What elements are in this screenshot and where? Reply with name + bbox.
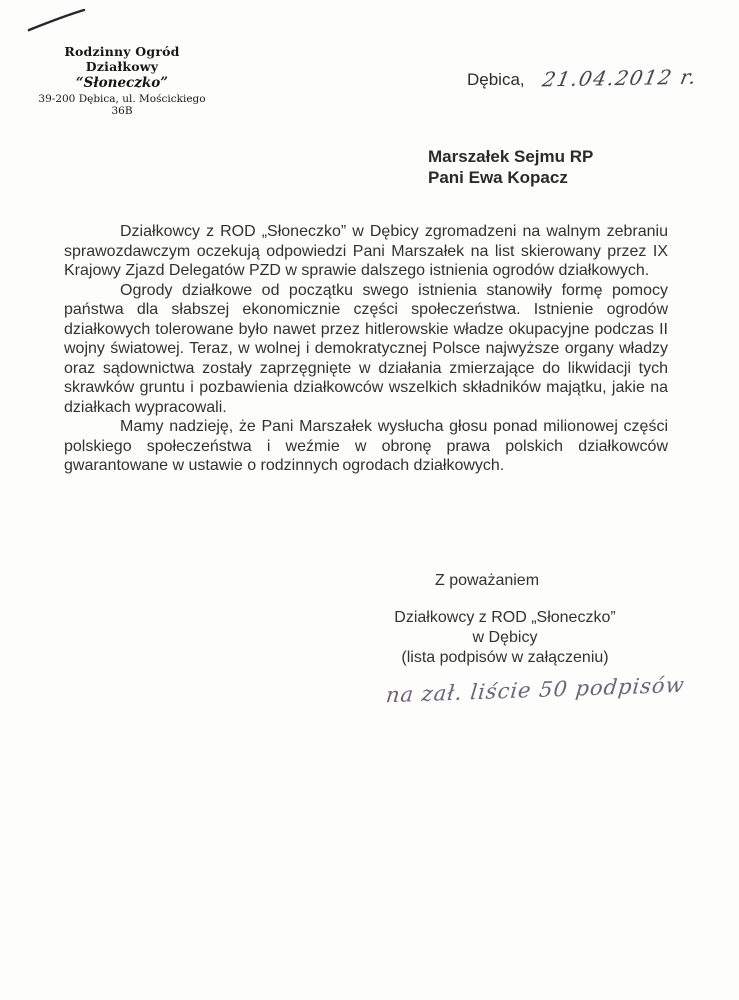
closing-salutation: Z poważaniem [434,572,540,589]
dateline-place: Dębica, [467,70,525,89]
addressee-name: Pani Ewa Kopacz [428,168,568,187]
signature-line-city: w Dębicy [472,629,538,646]
handwritten-annotation: na zał. liście 50 podpisów [384,672,686,708]
pen-stroke-mark [26,6,90,34]
dateline [467,64,700,92]
body-paragraph-2: Ogrody działkowe od początku swego istnienia stanowiły formę pomocy państwa dla słabszej ekonomicznie części społeczeństwa. Istnienie ogrodów działkowych tolerowane było nawet przez hitlerowskie władze okupacyjne podczas II wojny światowej. Teraz, w wolnej i demokratycznej Polsce najwyższe organy władzy oraz sądownictwa zostały zaprzęgnięte w działania zmierzające do likwidacji tych skrawków gruntu i pozbawienia działkowców wszelkich składników majątku, jakie na działkach wypracowali. [64,281,668,416]
body-paragraph-3: Mamy nadzieję, że Pani Marszałek wysłucha głosu ponad milionowej części polskiego społeczeństwa i weźmie w obronę prawa polskich działkowców gwarantowane w ustawie o rodzinnych ogrodach działkowych. [64,418,668,474]
letterhead [36,44,208,117]
letterhead-garden-name: “Słoneczko” [75,75,169,91]
letter-body [64,222,668,476]
letterhead-address: 39-200 Dębica, ul. Mościckiego 36B [38,93,206,117]
signature-line-attachment: (lista podpisów w załączeniu) [401,649,609,666]
signature-line-senders: Działkowcy z ROD „Słoneczko” [394,609,616,626]
signature-block [340,608,670,668]
dateline-handwritten-date: 21.04.2012 r. [540,64,700,92]
body-paragraph-1: Działkowcy z ROD „Słoneczko” w Dębicy zgromadzeni na walnym zebraniu sprawozdawczym oczekują odpowiedzi Pani Marszałek na list skierowany przez IX Krajowy Zjazd Delegatów PZD w sprawie dalszego istnienia ogrodów działkowych. [64,223,668,279]
addressee-title: Marszałek Sejmu RP [428,147,594,166]
letterhead-org-name: Rodzinny Ogród Działkowy [64,44,180,74]
addressee-block [428,146,593,188]
